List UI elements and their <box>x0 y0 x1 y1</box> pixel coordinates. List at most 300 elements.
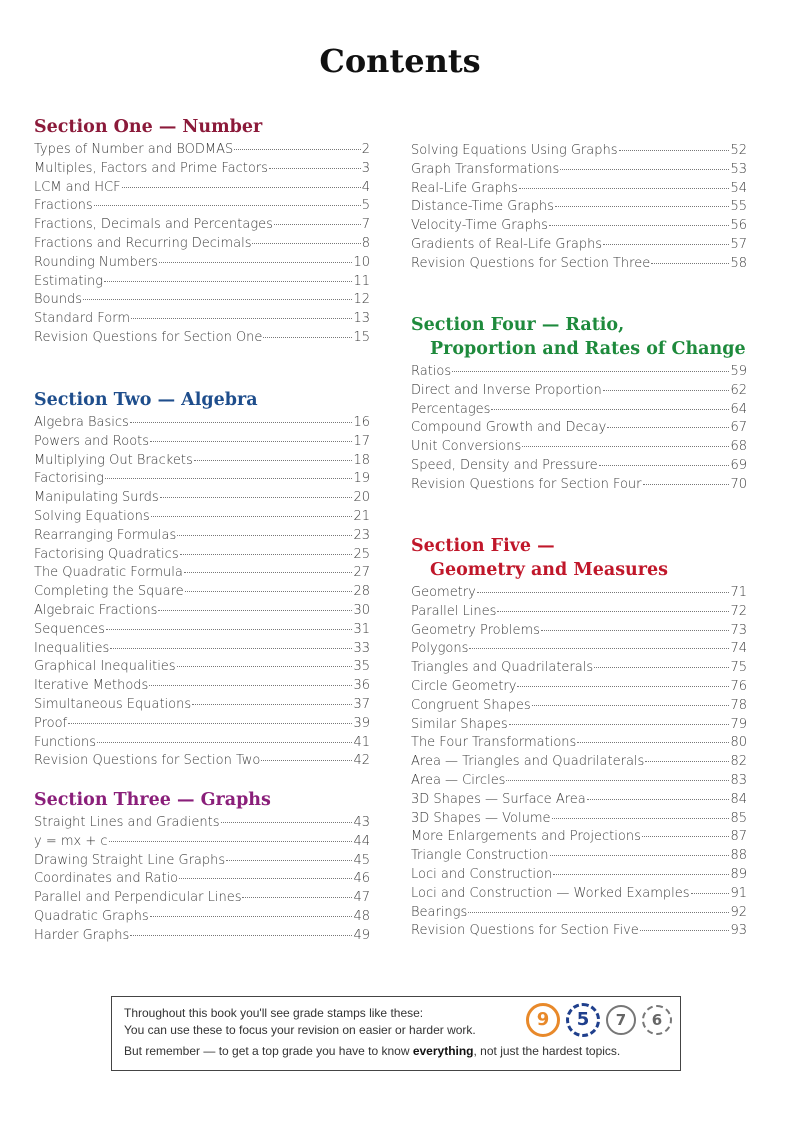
dot-leader <box>645 761 729 762</box>
section-two <box>34 388 370 771</box>
dot-leader <box>550 855 730 856</box>
toc-entry-page: 37 <box>353 696 370 712</box>
toc-entry-page: 71 <box>730 585 747 600</box>
toc-entry-title: Distance-Time Graphs <box>411 199 554 215</box>
toc-entry-page: 83 <box>730 772 747 788</box>
toc-entry-page: 78 <box>730 697 747 713</box>
toc-entry-page: 55 <box>730 199 747 215</box>
toc-entry-page: 33 <box>353 640 370 656</box>
toc-entry-title: Multiples, Factors and Prime Factors <box>34 160 268 176</box>
dot-leader <box>552 818 730 819</box>
dot-leader <box>269 168 361 169</box>
section-heading <box>411 534 747 582</box>
toc-entry-title: Factorising Quadratics <box>34 546 179 562</box>
toc-entry-title: Straight Lines and Gradients <box>34 815 220 830</box>
toc-entry-title: Rounding Numbers <box>34 254 158 270</box>
dot-leader <box>234 149 360 150</box>
toc-entry-title: Manipulating Surds <box>34 490 159 506</box>
dot-leader <box>509 724 730 725</box>
toc-entry[interactable] <box>34 310 370 329</box>
toc-entry-page: 54 <box>730 180 747 196</box>
toc-entry-title: Standard Form <box>34 311 131 327</box>
toc-entry-title: Compound Growth and Decay <box>411 420 607 436</box>
dot-leader <box>643 484 730 485</box>
toc-entry[interactable] <box>411 161 747 180</box>
toc-entry-title: Factorising <box>34 471 104 487</box>
toc-entry-page: 80 <box>730 735 747 751</box>
toc-entry[interactable] <box>411 401 747 420</box>
toc-entry[interactable] <box>411 363 747 382</box>
toc-entry-title: Revision Questions for Section Three <box>411 255 651 271</box>
toc-entry-page: 72 <box>730 603 747 619</box>
toc-entry[interactable] <box>34 546 370 565</box>
toc-entry[interactable] <box>34 433 370 452</box>
toc-entry[interactable] <box>411 419 747 438</box>
toc-entry-title: Parallel and Perpendicular Lines <box>34 890 242 906</box>
toc-entry-title: Drawing Straight Line Graphs <box>34 852 226 868</box>
toc-entry[interactable] <box>34 273 370 292</box>
toc-entry[interactable] <box>411 810 747 829</box>
toc-entry[interactable] <box>34 621 370 640</box>
toc-entry-page: 68 <box>730 439 747 455</box>
toc-entry-title: Simultaneous Equations <box>34 696 192 712</box>
toc-entry[interactable] <box>411 847 747 866</box>
toc-entry-page: 74 <box>730 641 747 657</box>
toc-entry-title: Revision Questions for Section Four <box>411 476 642 492</box>
toc-entry-page: 28 <box>353 584 370 600</box>
toc-entry-title: Revision Questions for Section One <box>34 329 263 345</box>
toc-entry-page: 73 <box>730 622 747 638</box>
dot-leader <box>130 422 353 423</box>
dot-leader <box>160 497 353 498</box>
toc-entry-page: 92 <box>730 904 747 920</box>
note-line-2: You can use these to focus your revision on easier or harder work. <box>124 1023 476 1037</box>
toc-entry[interactable] <box>34 833 370 852</box>
toc-entry[interactable] <box>411 198 747 217</box>
dot-leader <box>560 169 729 170</box>
section-heading-line: Section Four — Ratio, <box>411 315 625 335</box>
grade-6-stamp-icon: 6 <box>642 1005 672 1035</box>
toc-entry-page: 17 <box>353 433 370 449</box>
toc-entry[interactable] <box>411 659 747 678</box>
section-heading <box>34 388 370 412</box>
toc-entry[interactable] <box>34 452 370 471</box>
toc-entry[interactable] <box>34 414 370 433</box>
dot-leader <box>97 742 352 743</box>
toc-entry-page: 82 <box>730 754 747 770</box>
toc-entry-page: 3 <box>361 160 370 176</box>
toc-entry-page: 64 <box>730 401 747 417</box>
toc-entry-page: 59 <box>730 364 747 379</box>
toc-entry-page: 85 <box>730 810 747 826</box>
dot-leader <box>131 318 352 319</box>
dot-leader <box>105 478 353 479</box>
toc-entry-page: 56 <box>730 218 747 234</box>
toc-entry[interactable] <box>411 828 747 847</box>
toc-entry-page: 76 <box>730 678 747 694</box>
toc-entry-page: 84 <box>730 791 747 807</box>
toc-entry-title: Circle Geometry <box>411 678 517 694</box>
toc-entry-title: 3D Shapes — Surface Area <box>411 791 586 807</box>
toc-entry[interactable] <box>411 734 747 753</box>
toc-entry[interactable] <box>34 908 370 927</box>
toc-entry-title: Percentages <box>411 401 491 417</box>
dot-leader <box>104 281 352 282</box>
toc-entry-title: Fractions, Decimals and Percentages <box>34 217 273 233</box>
grade-7-stamp-icon: 7 <box>606 1005 636 1035</box>
toc-entry[interactable] <box>411 716 747 735</box>
toc-entry-title: Unit Conversions <box>411 439 522 455</box>
toc-entry[interactable] <box>411 236 747 255</box>
toc-entry-page: 46 <box>353 871 370 887</box>
toc-entry[interactable] <box>411 180 747 199</box>
toc-entry-title: Parallel Lines <box>411 603 497 619</box>
toc-entry-page: 2 <box>361 142 370 157</box>
dot-leader <box>252 243 360 244</box>
toc-entry-title: Algebra Basics <box>34 415 129 430</box>
section-heading-line: Section Two — Algebra <box>34 390 258 410</box>
toc-entry-page: 89 <box>730 866 747 882</box>
toc-entry[interactable] <box>34 734 370 753</box>
note-text: , not just the hardest topics. <box>473 1044 621 1058</box>
toc-entry-title: Proof <box>34 715 68 731</box>
dot-leader <box>192 704 352 705</box>
toc-entry[interactable] <box>411 922 747 941</box>
toc-entry[interactable] <box>411 640 747 659</box>
dot-leader <box>184 572 353 573</box>
toc-entry[interactable] <box>411 476 747 495</box>
toc-entry-page: 21 <box>353 508 370 524</box>
dot-leader <box>83 299 352 300</box>
section-heading <box>34 115 370 139</box>
dot-leader <box>468 912 729 913</box>
toc-entry-page: 57 <box>730 236 747 252</box>
section-three <box>34 788 370 946</box>
note-lines-top <box>124 1005 514 1039</box>
section-one <box>34 115 370 348</box>
toc-entry-page: 8 <box>361 235 370 251</box>
toc-entry-page: 93 <box>730 923 747 939</box>
toc-entry[interactable] <box>411 382 747 401</box>
toc-entry[interactable] <box>34 179 370 198</box>
toc-entry-page: 16 <box>353 415 370 430</box>
toc-entry[interactable] <box>34 141 370 160</box>
toc-entry-page: 67 <box>730 420 747 436</box>
toc-entry-page: 23 <box>353 527 370 543</box>
dot-leader <box>549 225 730 226</box>
page-title: Contents <box>319 42 481 80</box>
toc-entry-title: Sequences <box>34 621 105 637</box>
dot-leader <box>159 262 353 263</box>
toc-entry-title: Triangles and Quadrilaterals <box>411 660 594 676</box>
toc-entry-page: 41 <box>353 734 370 750</box>
toc-entry[interactable] <box>34 197 370 216</box>
toc-entry-page: 13 <box>353 311 370 327</box>
dot-leader <box>242 897 352 898</box>
toc-entry-title: Ratios <box>411 364 452 379</box>
toc-entry[interactable] <box>411 866 747 885</box>
dot-leader <box>651 263 729 264</box>
dot-leader <box>603 244 729 245</box>
toc-entry-page: 27 <box>353 565 370 581</box>
toc-entry[interactable] <box>411 217 747 236</box>
dot-leader <box>106 629 353 630</box>
toc-entry-page: 87 <box>730 829 747 845</box>
dot-leader <box>491 409 729 410</box>
toc-entry[interactable] <box>34 870 370 889</box>
toc-entry[interactable] <box>34 489 370 508</box>
dot-leader <box>261 760 352 761</box>
toc-entry-title: Geometry Problems <box>411 622 540 638</box>
toc-entry-title: Rearranging Formulas <box>34 527 177 543</box>
toc-entry-title: Similar Shapes <box>411 716 508 732</box>
toc-entry[interactable] <box>34 254 370 273</box>
toc-entry-title: Revision Questions for Section Two <box>34 753 261 769</box>
toc-entry[interactable] <box>34 852 370 871</box>
toc-entry-title: Quadratic Graphs <box>34 908 149 924</box>
toc-entry-title: Solving Equations Using Graphs <box>411 143 618 158</box>
dot-leader <box>177 666 353 667</box>
section-four <box>411 313 747 495</box>
toc-entry[interactable] <box>34 715 370 734</box>
toc-entry-title: Harder Graphs <box>34 927 130 943</box>
section-heading-line: Proportion and Rates of Change <box>430 339 746 359</box>
dot-leader <box>109 841 353 842</box>
dot-leader <box>179 878 352 879</box>
dot-leader <box>452 371 729 372</box>
toc-entry[interactable] <box>34 927 370 946</box>
toc-entry-page: 58 <box>730 255 747 271</box>
section-heading-line: Section Three — Graphs <box>34 790 271 810</box>
toc-entry[interactable] <box>34 677 370 696</box>
dot-leader <box>594 667 729 668</box>
dot-leader <box>263 337 352 338</box>
toc-entry-title: Graph Transformations <box>411 161 560 177</box>
toc-entry[interactable] <box>411 791 747 810</box>
toc-entry-page: 53 <box>730 161 747 177</box>
toc-entry-page: 88 <box>730 848 747 864</box>
toc-entry-page: 19 <box>353 471 370 487</box>
toc-entry-page: 52 <box>730 143 747 158</box>
toc-entry-page: 43 <box>353 815 370 830</box>
toc-entry-page: 42 <box>353 753 370 769</box>
toc-entry-page: 20 <box>353 490 370 506</box>
toc-entry[interactable] <box>411 753 747 772</box>
toc-entry-title: Algebraic Fractions <box>34 602 158 618</box>
toc-entry[interactable] <box>34 696 370 715</box>
section-heading-line: Section One — Number <box>34 117 263 137</box>
note-line-1: Throughout this book you'll see grade stamps like these: <box>124 1006 424 1020</box>
toc-entry[interactable] <box>411 678 747 697</box>
toc-entry[interactable] <box>411 438 747 457</box>
toc-entry-title: 3D Shapes — Volume <box>411 810 551 826</box>
toc-entry-title: Coordinates and Ratio <box>34 871 179 887</box>
toc-entry-title: Bounds <box>34 292 82 308</box>
note-text: But remember — to get a top grade you have to know <box>124 1044 413 1058</box>
toc-entry-page: 49 <box>353 927 370 943</box>
toc-entry-page: 75 <box>730 660 747 676</box>
dot-leader <box>150 441 352 442</box>
dot-leader <box>691 893 730 894</box>
dot-leader <box>517 686 729 687</box>
grade-stamps <box>526 1002 672 1038</box>
toc-entry-page: 39 <box>353 715 370 731</box>
section-heading <box>34 788 370 812</box>
toc-entry-page: 25 <box>353 546 370 562</box>
dot-leader <box>194 460 353 461</box>
toc-entry-title: Completing the Square <box>34 584 184 600</box>
toc-entry-page: 45 <box>353 852 370 868</box>
toc-entry-title: Fractions and Recurring Decimals <box>34 235 252 251</box>
toc-entry-title: Multiplying Out Brackets <box>34 452 193 468</box>
dot-leader <box>150 916 353 917</box>
grade-stamps-note <box>111 996 681 1071</box>
toc-entry-title: Direct and Inverse Proportion <box>411 382 602 398</box>
toc-entry-page: 91 <box>730 885 747 901</box>
toc-entry-page: 7 <box>361 217 370 233</box>
toc-entry-title: Estimating <box>34 273 104 289</box>
toc-entry[interactable] <box>34 814 370 833</box>
dot-leader <box>274 224 361 225</box>
toc-entry[interactable] <box>34 640 370 659</box>
toc-entry-title: Polygons <box>411 641 469 657</box>
toc-entry[interactable] <box>34 216 370 235</box>
grade-5-stamp-icon: 5 <box>566 1003 600 1037</box>
dot-leader <box>553 874 729 875</box>
toc-entry-title: Geometry <box>411 585 476 600</box>
toc-entry-page: 36 <box>353 678 370 694</box>
toc-entry[interactable] <box>34 235 370 254</box>
toc-entry[interactable] <box>34 602 370 621</box>
toc-entry-page: 30 <box>353 602 370 618</box>
dot-leader <box>603 390 730 391</box>
toc-entry-page: 62 <box>730 382 747 398</box>
dot-leader <box>607 427 729 428</box>
dot-leader <box>110 648 352 649</box>
toc-entry-page: 48 <box>353 908 370 924</box>
toc-entry-title: Real-Life Graphs <box>411 180 518 196</box>
toc-entry-title: Solving Equations <box>34 508 150 524</box>
toc-entry-title: Velocity-Time Graphs <box>411 218 548 234</box>
toc-entry-title: Triangle Construction <box>411 848 549 864</box>
dot-leader <box>640 930 730 931</box>
dot-leader <box>221 822 353 823</box>
section-heading <box>411 313 747 361</box>
toc-entry[interactable] <box>411 603 747 622</box>
toc-entry-title: Inequalities <box>34 640 110 656</box>
toc-entry[interactable] <box>34 527 370 546</box>
toc-entry-page: 44 <box>353 833 370 849</box>
toc-entry-page: 15 <box>353 329 370 345</box>
dot-leader <box>177 535 352 536</box>
toc-entry-title: y = mx + c <box>34 833 108 849</box>
toc-entry-title: Congruent Shapes <box>411 697 531 713</box>
toc-entry-title: Functions <box>34 734 97 750</box>
toc-entry[interactable] <box>34 583 370 602</box>
toc-entry-title: Powers and Roots <box>34 433 150 449</box>
toc-entry-title: Loci and Construction <box>411 866 553 882</box>
dot-leader <box>149 685 352 686</box>
section-heading-line: Geometry and Measures <box>430 560 668 580</box>
toc-entry-title: The Quadratic Formula <box>34 565 183 581</box>
note-line-3 <box>124 1043 670 1060</box>
toc-entry-title: Gradients of Real-Life Graphs <box>411 236 603 252</box>
toc-entry-page: 35 <box>353 659 370 675</box>
toc-entry-title: Area — Triangles and Quadrilaterals <box>411 754 645 770</box>
toc-entry[interactable] <box>411 457 747 476</box>
toc-entry[interactable] <box>34 508 370 527</box>
toc-entry-page: 18 <box>353 452 370 468</box>
toc-entry-title: LCM and HCF <box>34 179 121 195</box>
toc-entry[interactable] <box>34 658 370 677</box>
toc-entry[interactable] <box>411 904 747 923</box>
dot-leader <box>506 780 729 781</box>
toc-entry-title: Iterative Methods <box>34 678 149 694</box>
dot-leader <box>122 187 361 188</box>
toc-entry-title: Loci and Construction — Worked Examples <box>411 885 690 901</box>
dot-leader <box>477 592 730 593</box>
section-heading-line: Section Five — <box>411 536 555 556</box>
toc-entry[interactable] <box>34 329 370 348</box>
toc-entry-page: 31 <box>353 621 370 637</box>
toc-entry-title: Fractions <box>34 198 93 214</box>
dot-leader <box>185 591 353 592</box>
toc-entry[interactable] <box>34 564 370 583</box>
dot-leader <box>587 799 730 800</box>
dot-leader <box>94 205 361 206</box>
note-emphasis: everything <box>412 1044 474 1058</box>
section-three-continued <box>411 142 747 274</box>
dot-leader <box>541 630 730 631</box>
toc-entry-title: Speed, Density and Pressure <box>411 457 598 473</box>
toc-entry[interactable] <box>411 142 747 161</box>
toc-entry[interactable] <box>34 291 370 310</box>
toc-entry-page: 12 <box>353 292 370 308</box>
toc-entry[interactable] <box>411 885 747 904</box>
toc-entry[interactable] <box>411 697 747 716</box>
toc-entry[interactable] <box>411 255 747 274</box>
toc-entry[interactable] <box>34 470 370 489</box>
toc-entry[interactable] <box>411 622 747 641</box>
dot-leader <box>151 516 353 517</box>
toc-entry-page: 5 <box>361 198 370 214</box>
toc-entry-title: The Four Transformations <box>411 735 577 751</box>
dot-leader <box>532 705 730 706</box>
dot-leader <box>497 611 729 612</box>
dot-leader <box>68 723 352 724</box>
toc-entry[interactable] <box>34 160 370 179</box>
dot-leader <box>642 836 730 837</box>
dot-leader <box>469 648 729 649</box>
toc-entry-page: 79 <box>730 716 747 732</box>
toc-entry[interactable] <box>411 772 747 791</box>
dot-leader <box>180 554 353 555</box>
dot-leader <box>555 206 730 207</box>
toc-entry-title: Revision Questions for Section Five <box>411 923 639 939</box>
dot-leader <box>130 935 352 936</box>
toc-entry[interactable] <box>411 584 747 603</box>
toc-entry-page: 69 <box>730 457 747 473</box>
toc-entry-page: 4 <box>361 179 370 195</box>
dot-leader <box>619 150 730 151</box>
toc-entry-title: Area — Circles <box>411 772 506 788</box>
toc-entry[interactable] <box>34 889 370 908</box>
grade-9-stamp-icon: 9 <box>526 1003 560 1037</box>
toc-entry-page: 70 <box>730 476 747 492</box>
toc-entry-page: 47 <box>353 890 370 906</box>
toc-entry[interactable] <box>34 752 370 771</box>
toc-entry-page: 10 <box>353 254 370 270</box>
